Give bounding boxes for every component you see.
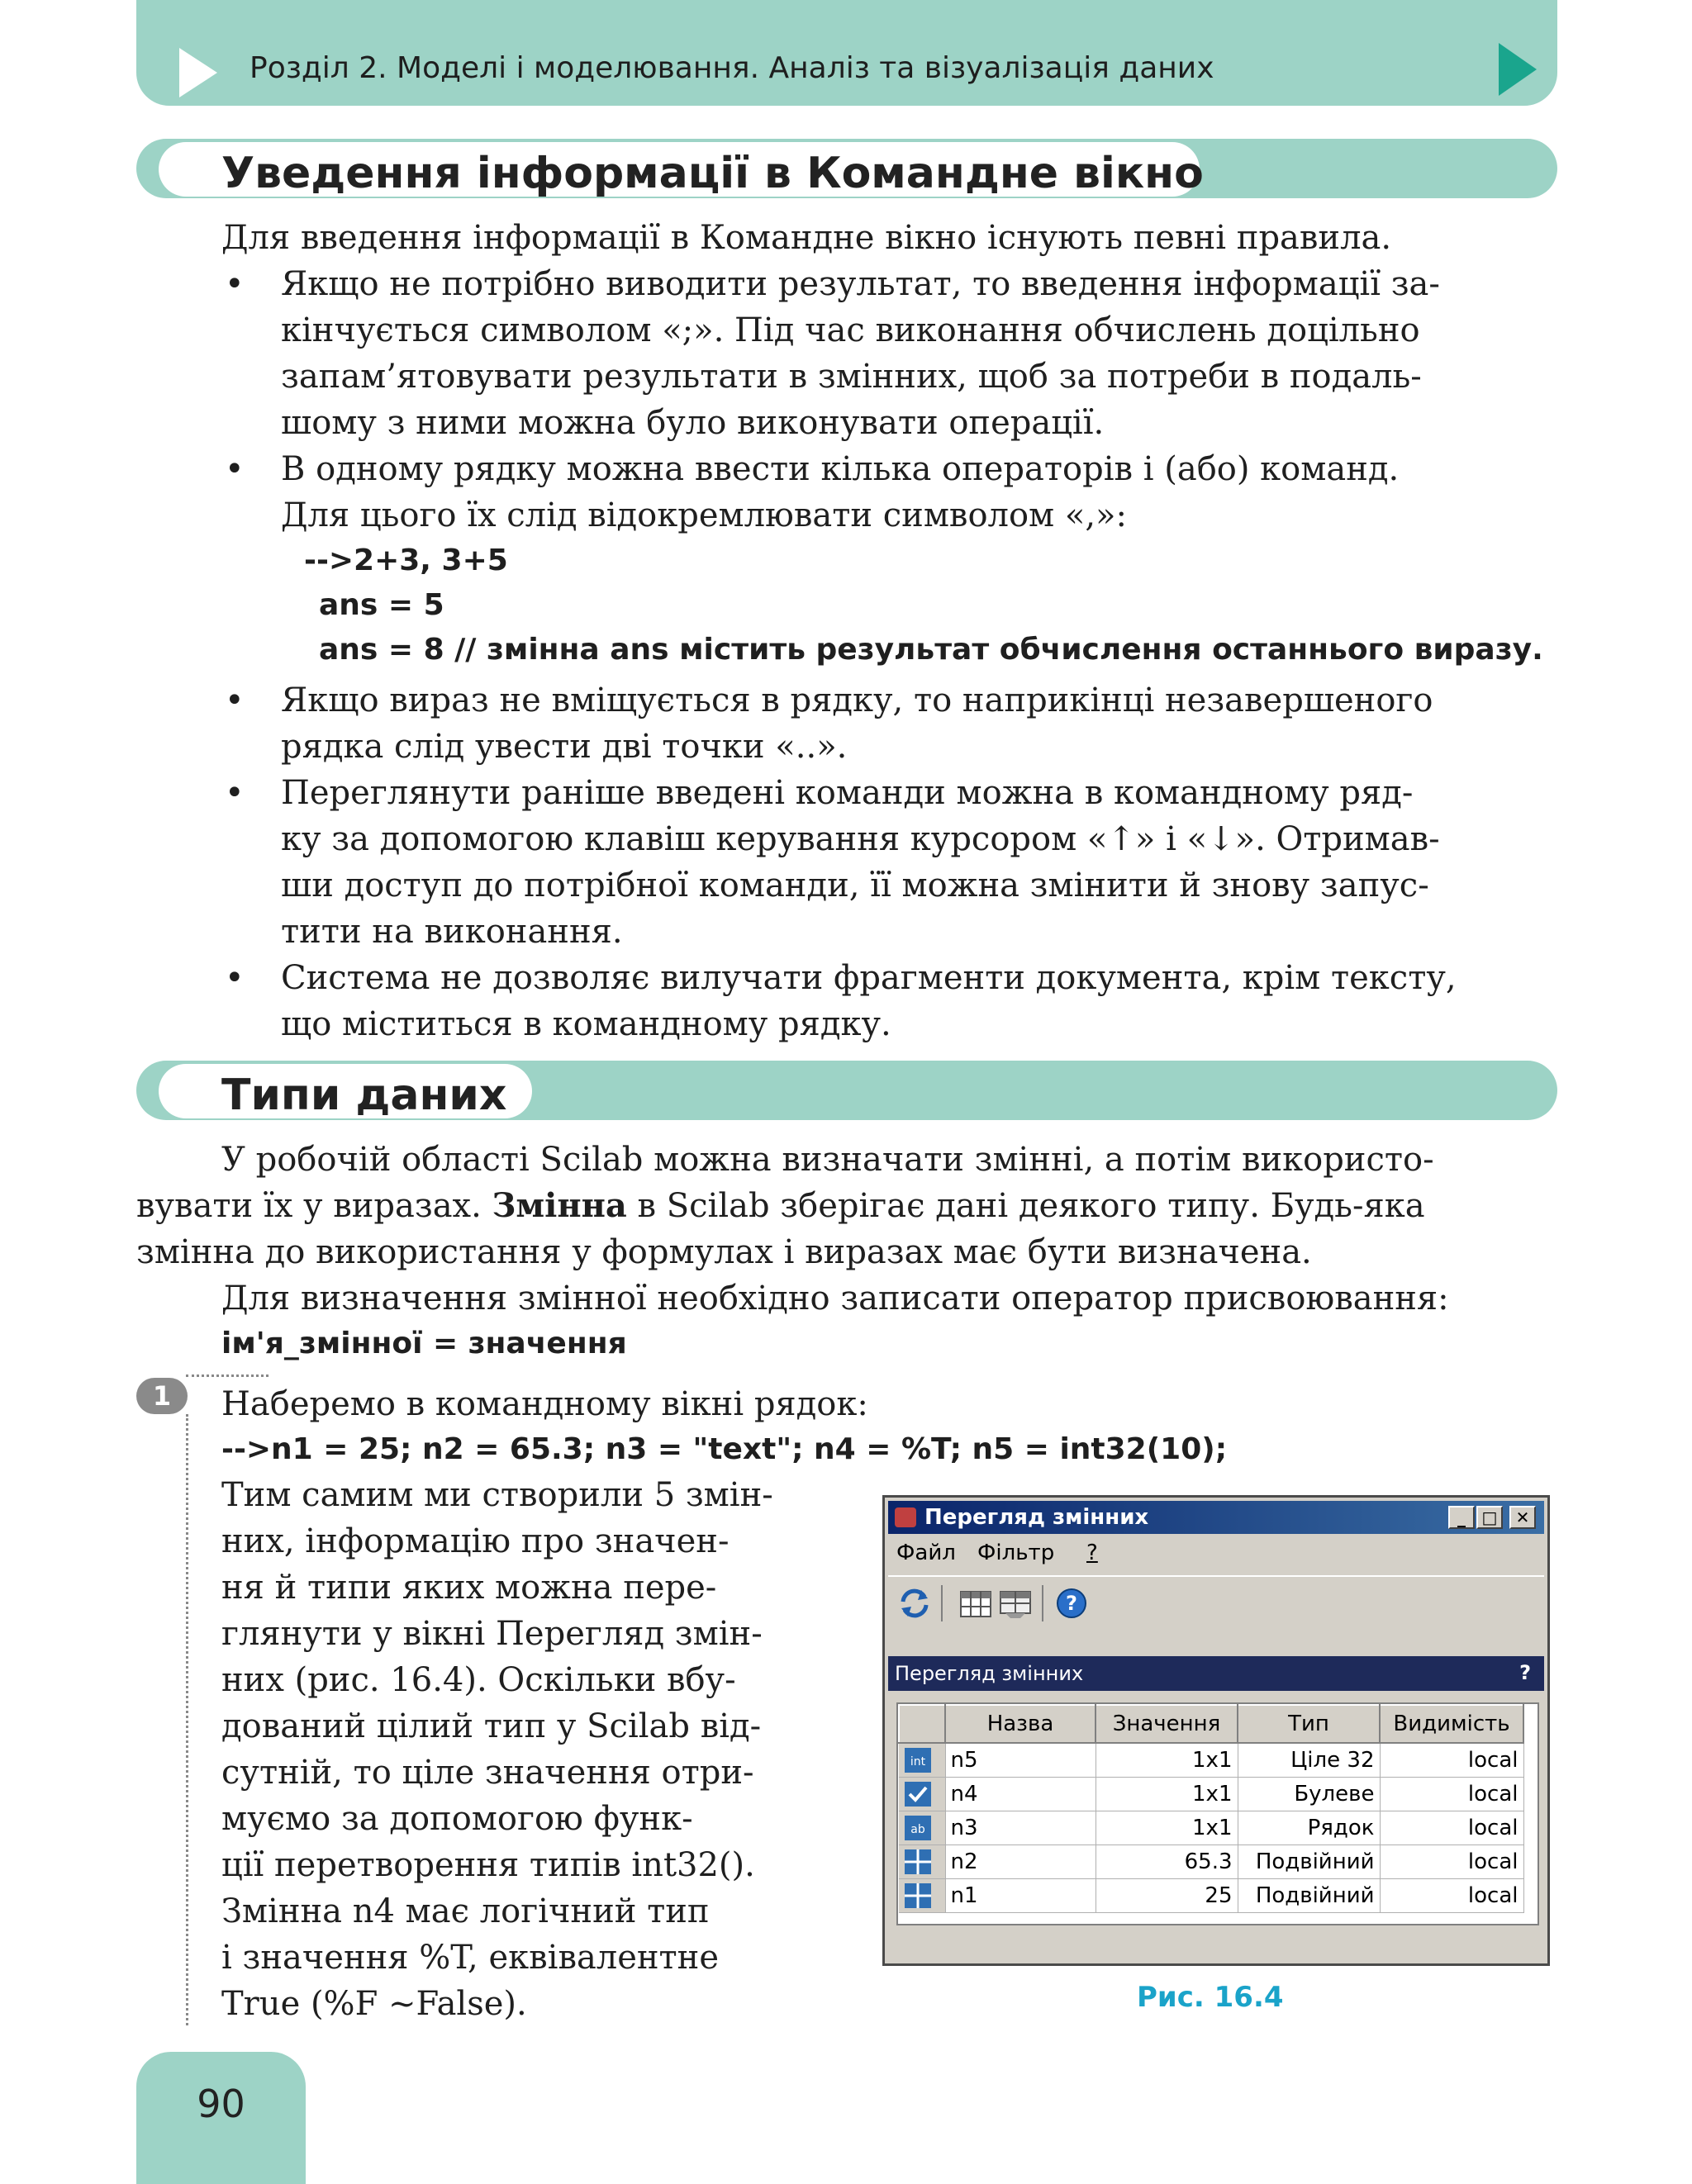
string-type-icon [904,1815,932,1841]
table-row[interactable] [899,1845,1523,1879]
text-line: Змінна n4 має логічний тип [221,1892,710,1930]
svg-text:?: ? [1066,1592,1077,1615]
code-line: -->n1 = 25; n2 = 65.3; n3 = "text"; n4 = %T; n5 = int32(10); [221,1432,1228,1466]
menu-bar [888,1537,1544,1570]
window-title: Перегляд змінних [924,1505,1149,1530]
row-icon-cell [899,1811,945,1845]
variable-visibility: local [1380,1879,1523,1913]
int-type-icon [904,1747,932,1773]
variable-name: n3 [945,1811,1096,1845]
section-title: Уведення інформації в Командне вікно [221,149,1204,198]
text-span: вувати їх у виразах. [136,1187,492,1225]
text-line [136,1183,1425,1229]
column-header-value[interactable]: Значення [1096,1705,1238,1743]
variable-type: Ціле 32 [1238,1743,1380,1778]
table-row[interactable] [899,1743,1523,1778]
text-line: них, інформацію про значен- [221,1522,730,1560]
menu-filter[interactable]: Фільтр [977,1541,1055,1565]
text-line: Якщо не потрібно виводити результат, то введення інформації за- [281,265,1440,303]
text-line: Для цього їх слід відокремлювати символом «,»: [281,496,1127,534]
bullet-marker: • [225,681,245,719]
text-line: Якщо вираз не вміщується в рядку, то наприкінці незавершеного [281,681,1433,719]
minimize-button[interactable]: _ [1448,1506,1475,1529]
menu-help[interactable]: ? [1086,1541,1098,1565]
text-line: У робочій області Scilab можна визначати змінні, а потім використо- [221,1141,1434,1179]
section-title: Типи даних [221,1071,507,1120]
variable-value: 1x1 [1096,1743,1238,1778]
text-line: що міститься в командному рядку. [281,1005,891,1043]
text-line: дований цілий тип у Scilab від- [221,1707,762,1745]
text-line: Система не дозволяє вилучати фрагменти документа, крім тексту, [281,959,1457,997]
arrow-right-icon [179,48,217,97]
filter-table-icon[interactable] [997,1587,1034,1620]
text-line: рядка слід увести дві точки «..». [281,728,848,766]
maximize-button[interactable]: □ [1476,1506,1503,1529]
bullet-item [281,955,1553,1047]
variable-type: Рядок [1238,1811,1380,1845]
text-line: Для визначення змінної необхідно записати оператор присвоювання: [221,1280,1449,1318]
text-line: True (%F ~False). [221,1985,527,2023]
variable-value: 1x1 [1096,1811,1238,1845]
chapter-title: Розділ 2. Моделі і моделювання. Аналіз та візуалізація даних [250,51,1214,85]
bullet-marker: • [225,959,245,997]
arrow-right-icon [1499,43,1537,96]
text-line: них (рис. 16.4). Оскільки вбу- [221,1661,736,1699]
toolbar-separator [1042,1585,1043,1621]
variable-value: 25 [1096,1879,1238,1913]
variable-value: 65.3 [1096,1845,1238,1879]
variable-visibility: local [1380,1845,1523,1879]
text-line: ня й типи яких можна пере- [221,1569,717,1607]
table-icon[interactable] [958,1587,994,1620]
text-line: Наберемо в командному вікні рядок: [221,1385,868,1423]
row-icon-cell [899,1879,945,1913]
text-line: муємо за допомогою функ- [221,1800,693,1838]
panel-help-button[interactable]: ? [1519,1661,1531,1684]
bullet-item [281,770,1553,955]
text-line: змінна до використання у формулах і виразах має бути визначена. [136,1233,1312,1271]
close-button[interactable]: ✕ [1509,1506,1536,1529]
text-line: ши доступ до потрібної команди, її можна змінити й знову запус- [281,866,1429,904]
variables-table-container [896,1702,1539,1925]
bullet-marker: • [225,450,245,488]
dotted-divider [186,1414,188,2025]
toolbar-separator [941,1585,943,1621]
refresh-icon[interactable] [896,1587,933,1620]
variable-value: 1x1 [1096,1778,1238,1811]
table-row[interactable] [899,1811,1523,1845]
code-line: -->2+3, 3+5 [304,544,508,577]
icon-label: ab [910,1823,925,1836]
code-line: ans = 5 [319,588,444,622]
table-row[interactable] [899,1778,1523,1811]
text-line: шому з ними можна було виконувати операції. [281,404,1105,442]
variable-type: Подвійний [1238,1879,1380,1913]
text-line: Переглянути раніше введені команди можна в командному ряд- [281,774,1414,812]
row-icon-cell [899,1743,945,1778]
chapter-header [136,0,1557,106]
bullet-item [281,261,1553,446]
intro-paragraph: Для введення інформації в Командне вікно існують певні правила. [221,219,1392,257]
toolbar [888,1575,1544,1630]
page-number: 90 [197,2082,245,2126]
text-line: ку за допомогою клавіш керування курсором «↑» і «↓». Отримав- [281,820,1440,858]
dotted-divider [186,1374,269,1377]
bullet-item [281,677,1553,770]
variable-visibility: local [1380,1743,1523,1778]
code-line: ім'я_змінної = значення [221,1327,627,1360]
variable-visibility: local [1380,1811,1523,1845]
variable-type: Булеве [1238,1778,1380,1811]
step-number-badge: 1 [136,1378,188,1414]
text-line: сутній, то ціле значення отри- [221,1754,754,1792]
matrix-icon [904,1883,932,1909]
variable-visibility: local [1380,1778,1523,1811]
panel-title: Перегляд змінних [895,1662,1084,1685]
variable-name: n5 [945,1743,1096,1778]
variable-type: Подвійний [1238,1845,1380,1879]
column-header-type[interactable]: Тип [1238,1705,1380,1743]
scilab-app-icon [895,1507,916,1527]
menu-file[interactable]: Файл [896,1541,956,1565]
text-span: в Scilab зберігає дані деякого типу. Будь-яка [626,1187,1425,1225]
matrix-icon [904,1849,932,1875]
bullet-marker: • [225,265,245,303]
icon-label: int [910,1755,926,1769]
code-line: ans = 8 // змінна ans містить результат обчислення останнього виразу. [319,633,1543,667]
panel-header [888,1656,1544,1691]
column-header-visibility[interactable]: Видимість [1380,1705,1523,1743]
window-titlebar[interactable] [888,1501,1544,1534]
variable-name: n2 [945,1845,1096,1879]
column-header-name[interactable]: Назва [945,1705,1096,1743]
text-line: запам’ятовувати результати в змінних, щоб за потреби в подаль- [281,358,1422,396]
variable-name: n1 [945,1879,1096,1913]
term-variable: Змінна [492,1186,627,1225]
table-row[interactable] [899,1879,1523,1913]
text-line: Тим самим ми створили 5 змін- [221,1476,773,1514]
bullet-marker: • [225,774,245,812]
row-icon-cell [899,1845,945,1879]
column-header-icon[interactable] [899,1705,945,1743]
bullet-item [281,446,1553,539]
text-line: ції перетворення типів int32(). [221,1846,755,1884]
figure-caption: Рис. 16.4 [1137,1981,1284,2014]
step-text [221,1472,833,2027]
text-line: В одному рядку можна ввести кілька операторів і (або) команд. [281,450,1400,488]
help-icon[interactable] [1053,1587,1090,1620]
text-line: тити на виконання. [281,913,623,951]
variables-table [898,1704,1524,1913]
text-line: кінчується символом «;». Під час виконання обчислень доцільно [281,311,1420,349]
text-line: і значення %T, еквівалентне [221,1939,720,1977]
text-line: глянути у вікні Перегляд змін- [221,1615,763,1653]
checkmark-icon [904,1781,932,1807]
table-header-row [899,1705,1523,1743]
variable-name: n4 [945,1778,1096,1811]
row-icon-cell [899,1778,945,1811]
variable-browser-window [882,1495,1550,1966]
